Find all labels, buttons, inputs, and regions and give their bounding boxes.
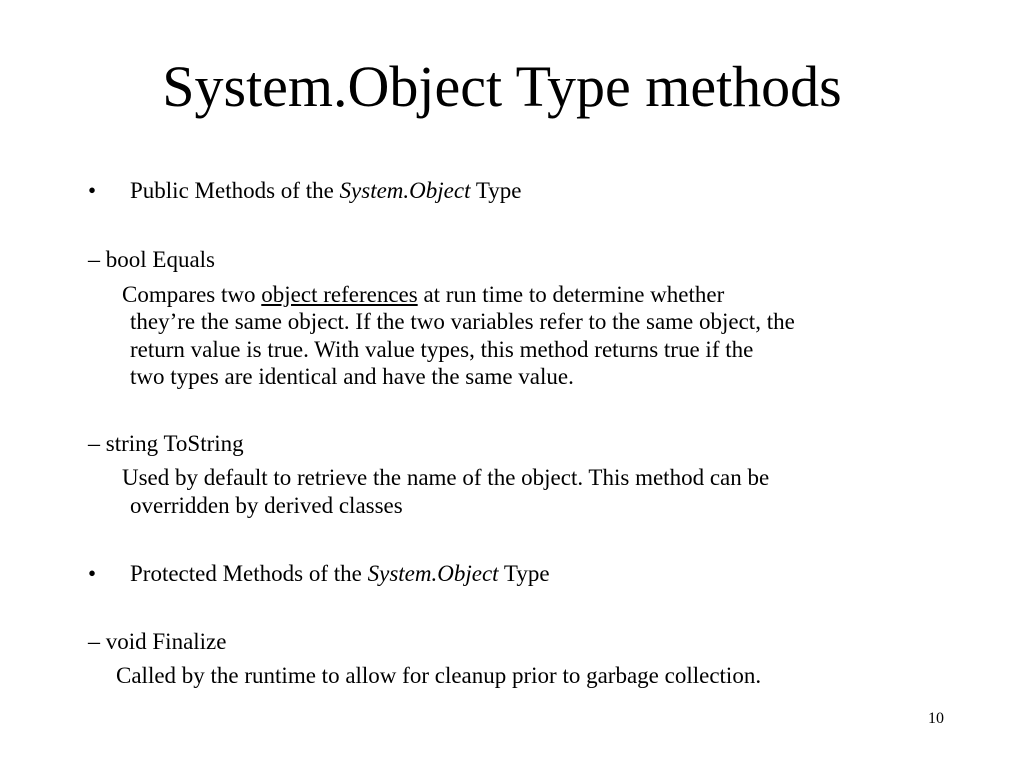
public-heading-prefix: Public Methods of the: [130, 178, 340, 203]
object-references-link[interactable]: object references: [261, 282, 418, 307]
finalize-desc-line-1: Called by the runtime to allow for cleanup prior to garbage collection.: [116, 663, 762, 688]
public-methods-heading: [130, 177, 521, 205]
protected-heading-emphasis: System.Object: [367, 561, 499, 586]
bullet-icon: •: [88, 178, 97, 203]
protected-heading-prefix: Protected Methods of the: [130, 561, 368, 586]
bullet-icon: •: [88, 561, 97, 586]
equals-desc-line-3: return value is true. With value types, this method returns true if the: [130, 337, 754, 362]
tostring-desc-line-1: Used by default to retrieve the name of the object. This method can be: [122, 465, 770, 490]
tostring-method-name: string ToString: [100, 431, 244, 456]
equals-method-name: bool Equals: [100, 247, 215, 272]
equals-desc-line-1: [122, 281, 724, 309]
slide-title: System.Object Type methods: [162, 54, 842, 119]
protected-heading-suffix: Type: [498, 561, 550, 586]
dash-icon: –: [88, 247, 100, 273]
tostring-method-heading: [88, 430, 244, 458]
protected-methods-heading: [130, 560, 550, 588]
dash-icon: –: [88, 431, 100, 457]
equals-method-heading: [88, 246, 215, 274]
dash-icon: –: [88, 629, 100, 655]
tostring-desc-line-2: overridden by derived classes: [130, 493, 403, 518]
finalize-method-name: void Finalize: [100, 629, 227, 654]
equals-desc-prefix: Compares two: [122, 282, 262, 307]
page-number: 10: [928, 710, 944, 727]
public-heading-suffix: Type: [470, 178, 522, 203]
equals-desc-line-4: two types are identical and have the same value.: [130, 364, 574, 389]
finalize-method-heading: [88, 628, 226, 656]
equals-desc-line-2: they’re the same object. If the two variables refer to the same object, the: [130, 309, 795, 334]
equals-desc-line1-suffix: at run time to determine whether: [417, 282, 725, 307]
public-heading-emphasis: System.Object: [339, 178, 471, 203]
